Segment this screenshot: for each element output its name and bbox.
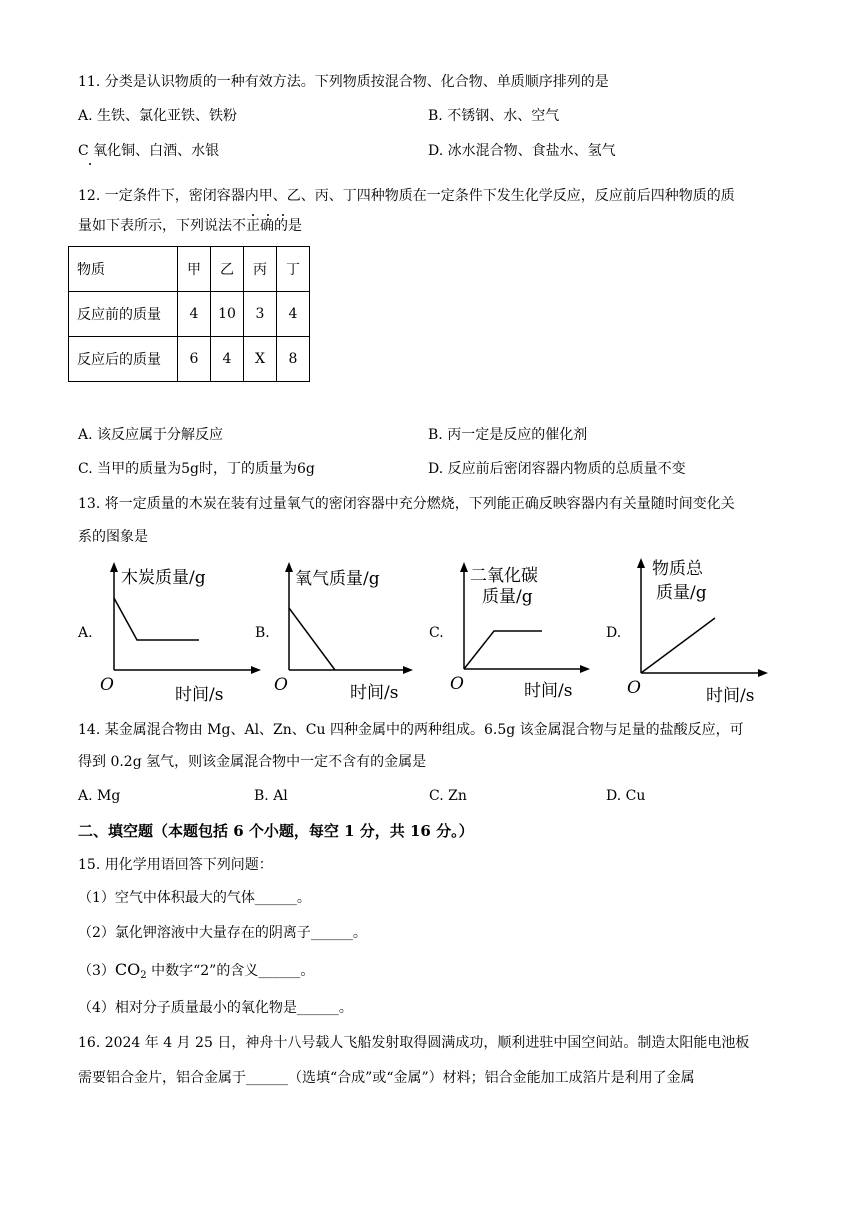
q15-part3: [78, 960, 314, 986]
graph-d-xlabel: 时间/s: [706, 686, 755, 704]
graph-b-letter: B.: [255, 625, 270, 641]
y-axis-arrow: [637, 558, 645, 568]
graph-c-ylabel-line2: 质量/g: [482, 587, 533, 607]
q15-stem: 15. 用化学用语回答下列问题：: [78, 857, 273, 873]
table-cell: 4: [211, 337, 244, 382]
q16-line2: 需要铝合金片，铝合金属于______（选填“合成”或“金属”）材料；铝合金能加工成箔片是利用了金属: [78, 1070, 695, 1086]
q11-option-b: B. 不锈钢、水、空气: [428, 108, 560, 124]
q12-option-d: D. 反应前后密闭容器内物质的总质量不变: [428, 461, 686, 477]
origin-label: O: [450, 674, 464, 694]
table-cell: 反应前的质量: [69, 292, 178, 337]
emphasis-dot: [267, 214, 269, 216]
graph-c-xlabel: 时间/s: [524, 681, 573, 701]
table-cell: 4: [178, 292, 211, 337]
q14-stem-line1: 14. 某金属混合物由 Mg、Al、Zn、Cu 四种金属中的两种组成。6.5g 该金属混合物与足量的盐酸反应，可: [78, 722, 744, 738]
table-cell: 乙: [211, 247, 244, 292]
table-cell: 6: [178, 337, 211, 382]
table-cell: 物质: [69, 247, 178, 292]
q11-option-a: A. 生铁、氯化亚铁、铁粉: [78, 108, 238, 124]
q14-stem-line2: 得到 0.2g 氢气，则该金属混合物中一定不含有的金属是: [78, 754, 427, 770]
q12-stem-line2: 量如下表所示，下列说法不正确的是: [78, 218, 302, 234]
x-axis-arrow: [251, 666, 261, 674]
q11-option-c: C 氧化铜、白酒、水银: [78, 143, 220, 159]
graph-line: [289, 608, 335, 670]
q12-stem-line1: 12. 一定条件下，密闭容器内甲、乙、丙、丁四种物质在一定条件下发生化学反应，反应前后四种物质的质: [78, 188, 735, 204]
graph-d-letter: D.: [606, 625, 622, 641]
q13-stem-line1: 13. 将一定质量的木炭在装有过量氧气的密闭容器中充分燃烧，下列能正确反映容器内有关量随时间变化关: [78, 496, 735, 512]
graph-d: [624, 552, 774, 704]
mass-table: [68, 246, 310, 382]
y-axis-arrow: [285, 562, 293, 572]
q14-option-d: D. Cu: [606, 788, 646, 804]
emphasis-dot: [89, 163, 91, 165]
origin-label: O: [100, 675, 114, 695]
graph-line: [641, 618, 715, 673]
table-cell: 甲: [178, 247, 211, 292]
table-cell: 丙: [244, 247, 277, 292]
q14-option-a: A. Mg: [78, 788, 121, 804]
origin-label: O: [274, 675, 288, 695]
q15-part3-prefix: （3）: [78, 963, 115, 979]
graph-d-ylabel-line1: 物质总: [652, 559, 703, 579]
table-cell: 丁: [277, 247, 310, 292]
q11-stem: 11. 分类是认识物质的一种有效方法。下列物质按混合物、化合物、单质顺序排列的是: [78, 74, 609, 90]
q11-option-d: D. 冰水混合物、食盐水、氢气: [428, 143, 616, 159]
graph-line: [464, 631, 542, 669]
graph-d-ylabel-line2: 质量/g: [656, 583, 707, 603]
q12-option-a: A. 该反应属于分解反应: [78, 427, 224, 443]
section-heading: 二、填空题（本题包括 6 个小题，每空 1 分，共 16 分。）: [78, 822, 474, 840]
x-axis-arrow: [580, 665, 590, 673]
graph-b: [271, 558, 421, 704]
graph-a-ylabel: 木炭质量/g: [121, 568, 206, 588]
table-row: [69, 337, 310, 382]
table-cell: 8: [277, 337, 310, 382]
q16-line1: 16. 2024 年 4 月 25 日，神舟十八号载人飞船发射取得圆满成功，顺利进驻中国空间站。制造太阳能电池板: [78, 1035, 750, 1051]
q13-stem-line2: 系的图象是: [78, 529, 148, 545]
table-header-row: [69, 247, 310, 292]
table-cell: X: [244, 337, 277, 382]
y-axis-arrow: [110, 562, 118, 572]
table-cell: 3: [244, 292, 277, 337]
graph-a: [95, 558, 265, 704]
q15-part2: （2）氯化钾溶液中大量存在的阴离子______。: [78, 925, 367, 941]
graph-c-ylabel-line1: 二氧化碳: [470, 566, 538, 586]
graph-a-letter: A.: [78, 625, 93, 641]
q15-part3-suffix: 中数字“2”的含义______。: [146, 963, 315, 979]
table-cell: 反应后的质量: [69, 337, 178, 382]
co2-subscript: 2: [140, 970, 147, 981]
q14-option-b: B. Al: [254, 788, 288, 804]
graph-a-xlabel: 时间/s: [175, 685, 224, 704]
x-axis-arrow: [403, 666, 413, 674]
q12-option-c: C. 当甲的质量为5g时，丁的质量为6g: [78, 461, 315, 477]
q15-part1: （1）空气中体积最大的气体______。: [78, 890, 311, 906]
y-axis-arrow: [460, 562, 468, 572]
q14-option-c: C. Zn: [429, 788, 467, 804]
q15-part4: （4）相对分子质量最小的氧化物是______。: [78, 1000, 353, 1016]
graph-c: [446, 558, 596, 704]
graph-line: [114, 598, 199, 640]
origin-label: O: [627, 678, 641, 698]
emphasis-dot: [252, 214, 254, 216]
q12-option-b: B. 丙一定是反应的催化剂: [428, 427, 588, 443]
table-row: [69, 292, 310, 337]
graph-b-ylabel: 氧气质量/g: [295, 569, 380, 589]
x-axis-arrow: [758, 669, 768, 677]
table-cell: 4: [277, 292, 310, 337]
table-cell: 10: [211, 292, 244, 337]
co2-formula: CO: [114, 960, 141, 979]
graph-c-letter: C.: [429, 625, 444, 641]
graph-b-xlabel: 时间/s: [350, 683, 399, 703]
emphasis-dot: [282, 214, 284, 216]
